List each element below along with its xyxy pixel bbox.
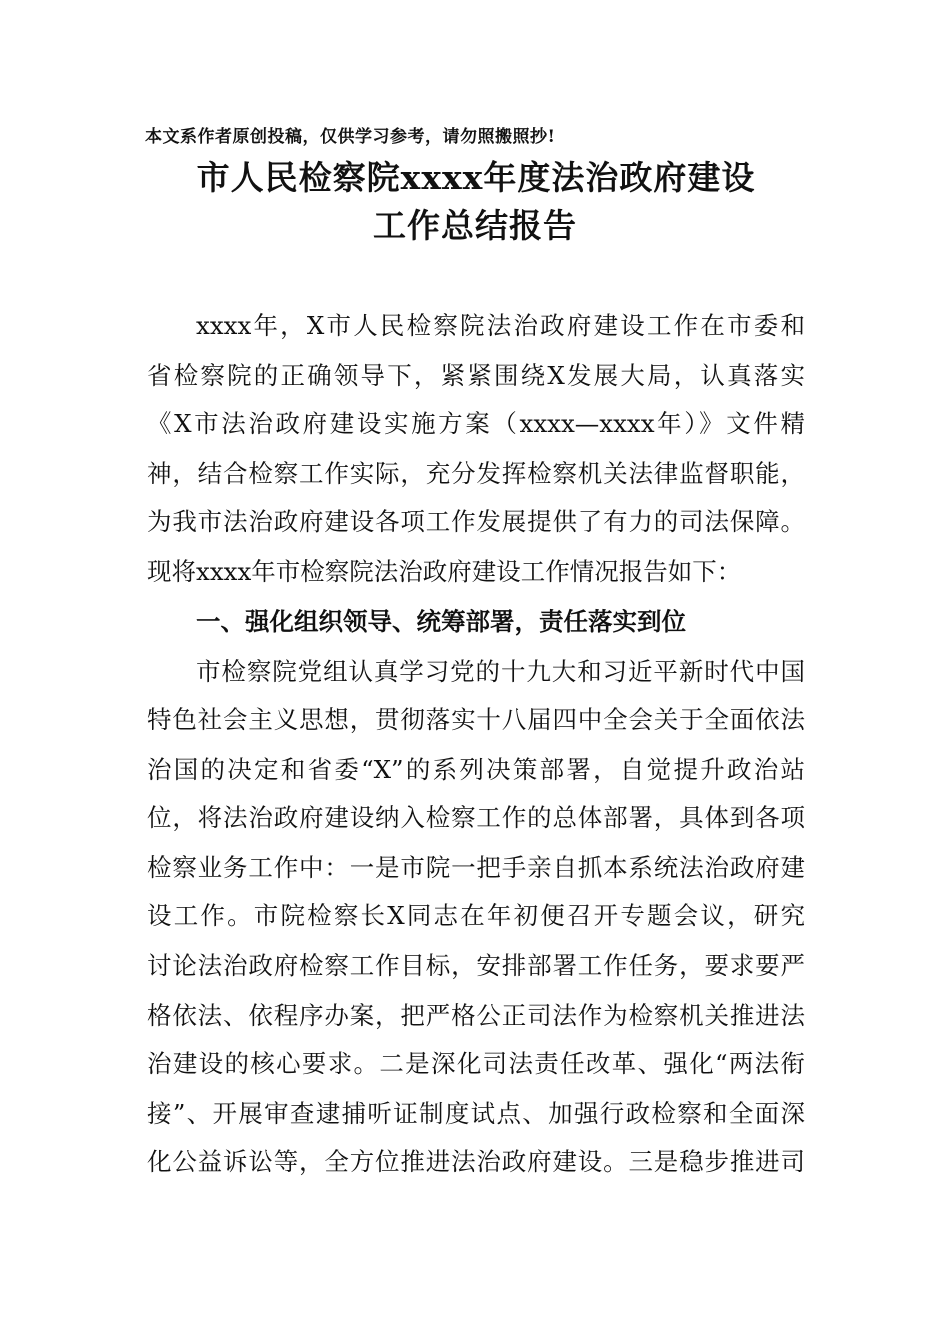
body-line: 讨论法治政府检察工作目标，安排部署工作任务，要求要严 <box>147 951 805 980</box>
intro-line: 神，结合检察工作实际，充分发挥检察机关法律监督职能， <box>147 459 805 488</box>
intro-line: xxxx年，X市人民检察院法治政府建设工作在市委和 <box>196 311 805 340</box>
body-line: 化公益诉讼等，全方位推进法治政府建设。三是稳步推进司 <box>147 1147 805 1176</box>
body-line: 检察业务工作中：一是市院一把手亲自抓本系统法治政府建 <box>147 853 805 882</box>
copyright-notice: 本文系作者原创投稿，仅供学习参考，请勿照搬照抄! <box>145 127 556 147</box>
document-title-line-2: 工作总结报告 <box>373 206 577 245</box>
body-line: 位，将法治政府建设纳入检察工作的总体部署，具体到各项 <box>147 803 805 832</box>
body-line: 特色社会主义思想，贯彻落实十八届四中全会关于全面依法 <box>147 705 805 734</box>
section-heading: 一、强化组织领导、统筹部署，责任落实到位 <box>196 607 686 636</box>
intro-line: 为我市法治政府建设各项工作发展提供了有力的司法保障。 <box>147 507 805 536</box>
intro-line: 现将xxxx年市检察院法治政府建设工作情况报告如下： <box>147 557 742 586</box>
body-line: 治国的决定和省委“X”的系列决策部署，自觉提升政治站 <box>147 755 805 784</box>
document-title-line-1: 市人民检察院xxxx年度法治政府建设 <box>196 158 756 197</box>
body-line: 格依法、依程序办案，把严格公正司法作为检察机关推进法 <box>147 1001 805 1030</box>
body-line: 设工作。市院检察长X同志在年初便召开专题会议，研究 <box>147 901 805 930</box>
body-line: 市检察院党组认真学习党的十九大和习近平新时代中国 <box>196 657 805 686</box>
intro-line: 《X市法治政府建设实施方案（xxxx—xxxx年）》文件精 <box>147 409 805 438</box>
body-line: 接”、开展审查逮捕听证制度试点、加强行政检察和全面深 <box>147 1099 805 1128</box>
intro-line: 省检察院的正确领导下，紧紧围绕X发展大局，认真落实 <box>147 361 805 390</box>
body-line: 治建设的核心要求。二是深化司法责任改革、强化“两法衔 <box>147 1049 805 1078</box>
